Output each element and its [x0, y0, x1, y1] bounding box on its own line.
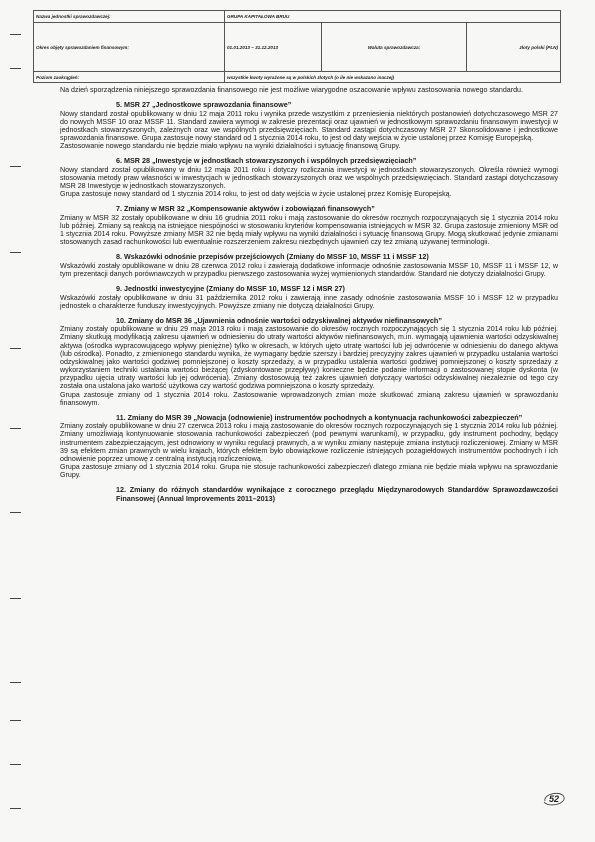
section-paragraph: Nowy standard został opublikowany w dniu 12 maja 2011 roku i wynika przede wszystkim z przeniesienia niektórych postanowień dotychczasowego MSR 27 do nowych MSSF 10 oraz MSSF 11. Standard zawiera wymogi w zakresie prezentacji oraz ujawnień w jednostkowym sprawozdaniu finansowym inwestycji w jednostkach stowarzyszonych, zależnych oraz we wspólnych przedsięwzięciach. Standard zastąpi dotychczasowy MSR 27 Skonsolidowane i jednostkowe sprawozdania finansowe. Grupa zastosuje nowy standard od 1 stycznia 2014 roku, to jest od daty wejścia w życie ustalonej przez Komisję Europejską.: [60, 109, 558, 143]
section-heading: 6. MSR 28 „Inwestycje w jednostkach stowarzyszonych i wspólnych przedsięwzięciach”: [116, 156, 417, 166]
currency-label: Waluta sprawozdawcza:: [322, 23, 467, 72]
section-paragraph: Grupa zastosuje zmiany od 1 stycznia 2014 roku. Zastosowanie wprowadzonych zmian może skutkować zmianą zakresu ujawnień w sprawozdaniu finansowym.: [60, 390, 558, 407]
intro-paragraph: Na dzień sporządzenia niniejszego sprawozdania finansowego nie jest możliwe wiarygodne oszacowanie wpływu zastosowania nowego standardu.: [60, 86, 523, 94]
margin-mark: [10, 348, 21, 349]
section-msr39: [60, 414, 558, 480]
section-paragraph: Wskazówki zostały opublikowane w dniu 31 października 2012 roku i zawierają inne zasady odnośnie zastosowania MSSF 10 i MSSF 12 w przypadku jednostek o charakterze funduszy inwestycyjnych. Powyższe zmiany nie dotyczą działalności Grupy.: [60, 293, 558, 310]
section-heading: 12. Zmiany do różnych standardów wynikające z corocznego przeglądu Międzynarodowych Standardów Sprawozdawczości Finansowej (Annual Improvements 2011–2013): [116, 485, 558, 503]
margin-mark: [10, 166, 21, 167]
period-label: Okres objęty sprawozdaniem finansowym:: [34, 23, 225, 72]
section-paragraph: Zmiany zostały opublikowane w dniu 27 czerwca 2013 roku i mają zastosowanie do okresów rocznych rozpoczynających się 1 stycznia 2014 roku lub później. Zmiany umożliwiają kontynuowanie stosowania rachunkowości zabezpieczeń (pod pewnymi warunkami), w przypadku, gdy instrument pochodny, będący instrumentem zabezpieczającym, jest odnowiony w wyniku regulacji prawnych, a w wyniku zmiany następuje zmiana instytucji rozliczeniowej. Zmiany w MSR 39 są efektem zmian prawnych w wielu krajach, których efektem było obowiązkowe rozliczenie istniejących pozagiełdowych instrumentów pochodnych i ich odnowienie poprzez umowę z centralną instytucją rozliczeniową.: [60, 422, 558, 463]
section-msr27: [60, 101, 558, 150]
section-investment-entities: [60, 285, 558, 310]
margin-mark: [10, 808, 21, 809]
section-paragraph: Zmiany w MSR 32 zostały opublikowane w dniu 16 grudnia 2011 roku i mają zastosowanie do okresów rocznych rozpoczynających się 1 stycznia 2014 roku lub później. Zmiany są reakcją na istniejące niespójności w stosowaniu kryteriów kompensowania istniejących w MSR 32. Grupa zastosuje zmieniony MSR od 1 stycznia 2014 roku. Powyższe zmiany MSR 32 nie będą miały wpływu na wyniki działalności i sytuację finansową Grupy. Mogą skutkować jedynie zmianami stosowanych zasad rachunkowości lub ewentualnie rozszerzeniem zakresu niezbędnych ujawnień czy też zmianą używanej terminologii.: [60, 213, 558, 247]
section-paragraph: Wskazówki zostały opublikowane w dniu 28 czerwca 2012 roku i zawierają dodatkowe informacje odnośnie zastosowania MSSF 10, MSSF 11 i MSSF 12, w tym prezentacji danych porównawczych w przypadku pierwszego zastosowania wyżej wymienionych standardów. Standard nie dotyczy działalności Grupy.: [60, 261, 558, 278]
section-msr32: [60, 205, 558, 246]
rounding-value: wszystkie kwoty wyrażone są w polskich złotych (o ile nie wskazano inaczej): [225, 72, 561, 83]
entity-name-value: GRUPA KAPITAŁOWA BRUU: [225, 11, 561, 23]
section-heading: 9. Jednostki inwestycyjne (Zmiany do MSSF 10, MSSF 12 i MSR 27): [116, 284, 345, 294]
document-body: [60, 86, 558, 503]
page-number: [541, 789, 567, 809]
rounding-label: Poziom zaokrągleń:: [34, 72, 225, 83]
margin-mark: [10, 682, 21, 683]
section-paragraph: Zmiany zostały opublikowane w dniu 29 maja 2013 roku i mają zastosowanie do okresów rocznych rozpoczynających się 1 stycznia 2014 roku lub później. Zmiany skutkują modyfikacją zakresu ujawnień w odniesieniu do utraty wartości aktywów niefinansowych, m.in. wymagają ujawnienia wartości odzyskiwalnej aktywa (ośrodka wypracowującego wpływy pieniężne) tylko w okresach, w których ujęto utratę wartości lub jej odwrócenie w odniesieniu do danego aktywa (lub ośrodka). Ponadto, z zmienionego standardu wynika, że wymagany będzie szerszy i bardziej precyzyjny zakres ujawnień w przypadku ustalania wartości odzyskiwalnej jako wartości godziwej pomniejszonej o koszty sprzedaży, a w przypadku ustalenia wartości godziwej pomniejszonej o koszty sprzedaży z wykorzystaniem techniki ustalania wartości bieżącej (zdyskontowane przepływy) konieczne będzie podanie informacji o zastosowanej stopie dyskonta (w przypadku ujęcia utraty wartości lub jej odwrócenia). Zmiany dostosowują też zakres ujawnień dotyczący wartości odzyskiwalnej niezależnie od tego czy została ona ustalona jako wartość użytkowa czy wartość godziwa pomniejszona o koszty sprzedaży.: [60, 325, 558, 391]
section-annual-improvements: [60, 486, 558, 503]
document-header-table: [33, 10, 561, 83]
currency-value: złoty polski (PLN): [467, 23, 561, 72]
section-paragraph: Grupa zastosuje nowy standard od 1 stycznia 2014 roku, to jest od daty wejścia w życie ustalonej przez Komisję Europejską.: [60, 190, 452, 199]
margin-mark: [10, 252, 21, 253]
margin-mark: [10, 720, 21, 721]
section-paragraph: Grupa zastosuje zmiany od 1 stycznia 2014 roku. Grupa nie stosuje rachunkowości zabezpieczeń dlatego zmiana nie będzie miała wpływu na sprawozdanie Grupy.: [60, 463, 558, 480]
entity-name-label: Nazwa jednostki sprawozdawczej:: [34, 11, 225, 23]
section-paragraph: Nowy standard został opublikowany w dniu 12 maja 2011 roku i dotyczy rozliczania inwestycji w jednostkach stowarzyszonych. Określa również wymogi stosowania metody praw własności w inwestycjach w jednostkach stowarzyszonych oraz we wspólnych przedsięwzięciach. Standard zastąpi dotychczasowy MSR 28 Inwestycje w jednostkach stowarzyszonych.: [60, 165, 558, 191]
section-mssf-transition: [60, 253, 558, 278]
section-msr28: [60, 157, 558, 198]
margin-mark: [10, 764, 21, 765]
section-heading: 8. Wskazówki odnośnie przepisów przejściowych (Zmiany do MSSF 10, MSSF 11 i MSSF 12): [116, 252, 429, 262]
period-value: 01.01.2013 – 31.12.2013: [225, 23, 322, 72]
margin-mark: [10, 598, 21, 599]
section-msr36: [60, 317, 558, 407]
margin-mark: [10, 428, 21, 429]
margin-mark: [10, 512, 21, 513]
section-heading: 7. Zmiany w MSR 32 „Kompensowanie aktywów i zobowiązań finansowych”: [116, 204, 375, 214]
section-heading: 11. Zmiany do MSR 39 „Nowacja (odnowienie) instrumentów pochodnych a kontynuacja rachunkowości zabezpieczeń”: [116, 412, 523, 422]
section-heading: 10. Zmiany do MSR 36 „Ujawnienia odnośnie wartości odzyskiwalnej aktywów niefinansowych”: [116, 315, 442, 325]
margin-mark: [10, 34, 21, 35]
margin-mark: [10, 68, 21, 69]
page-number-text: 52: [548, 794, 559, 804]
section-heading: 5. MSR 27 „Jednostkowe sprawozdania finansowe”: [116, 100, 292, 110]
section-paragraph: Zastosowanie nowego standardu nie będzie miało wpływu na wyniki działalności i sytuację finansową Grupy.: [60, 142, 401, 151]
